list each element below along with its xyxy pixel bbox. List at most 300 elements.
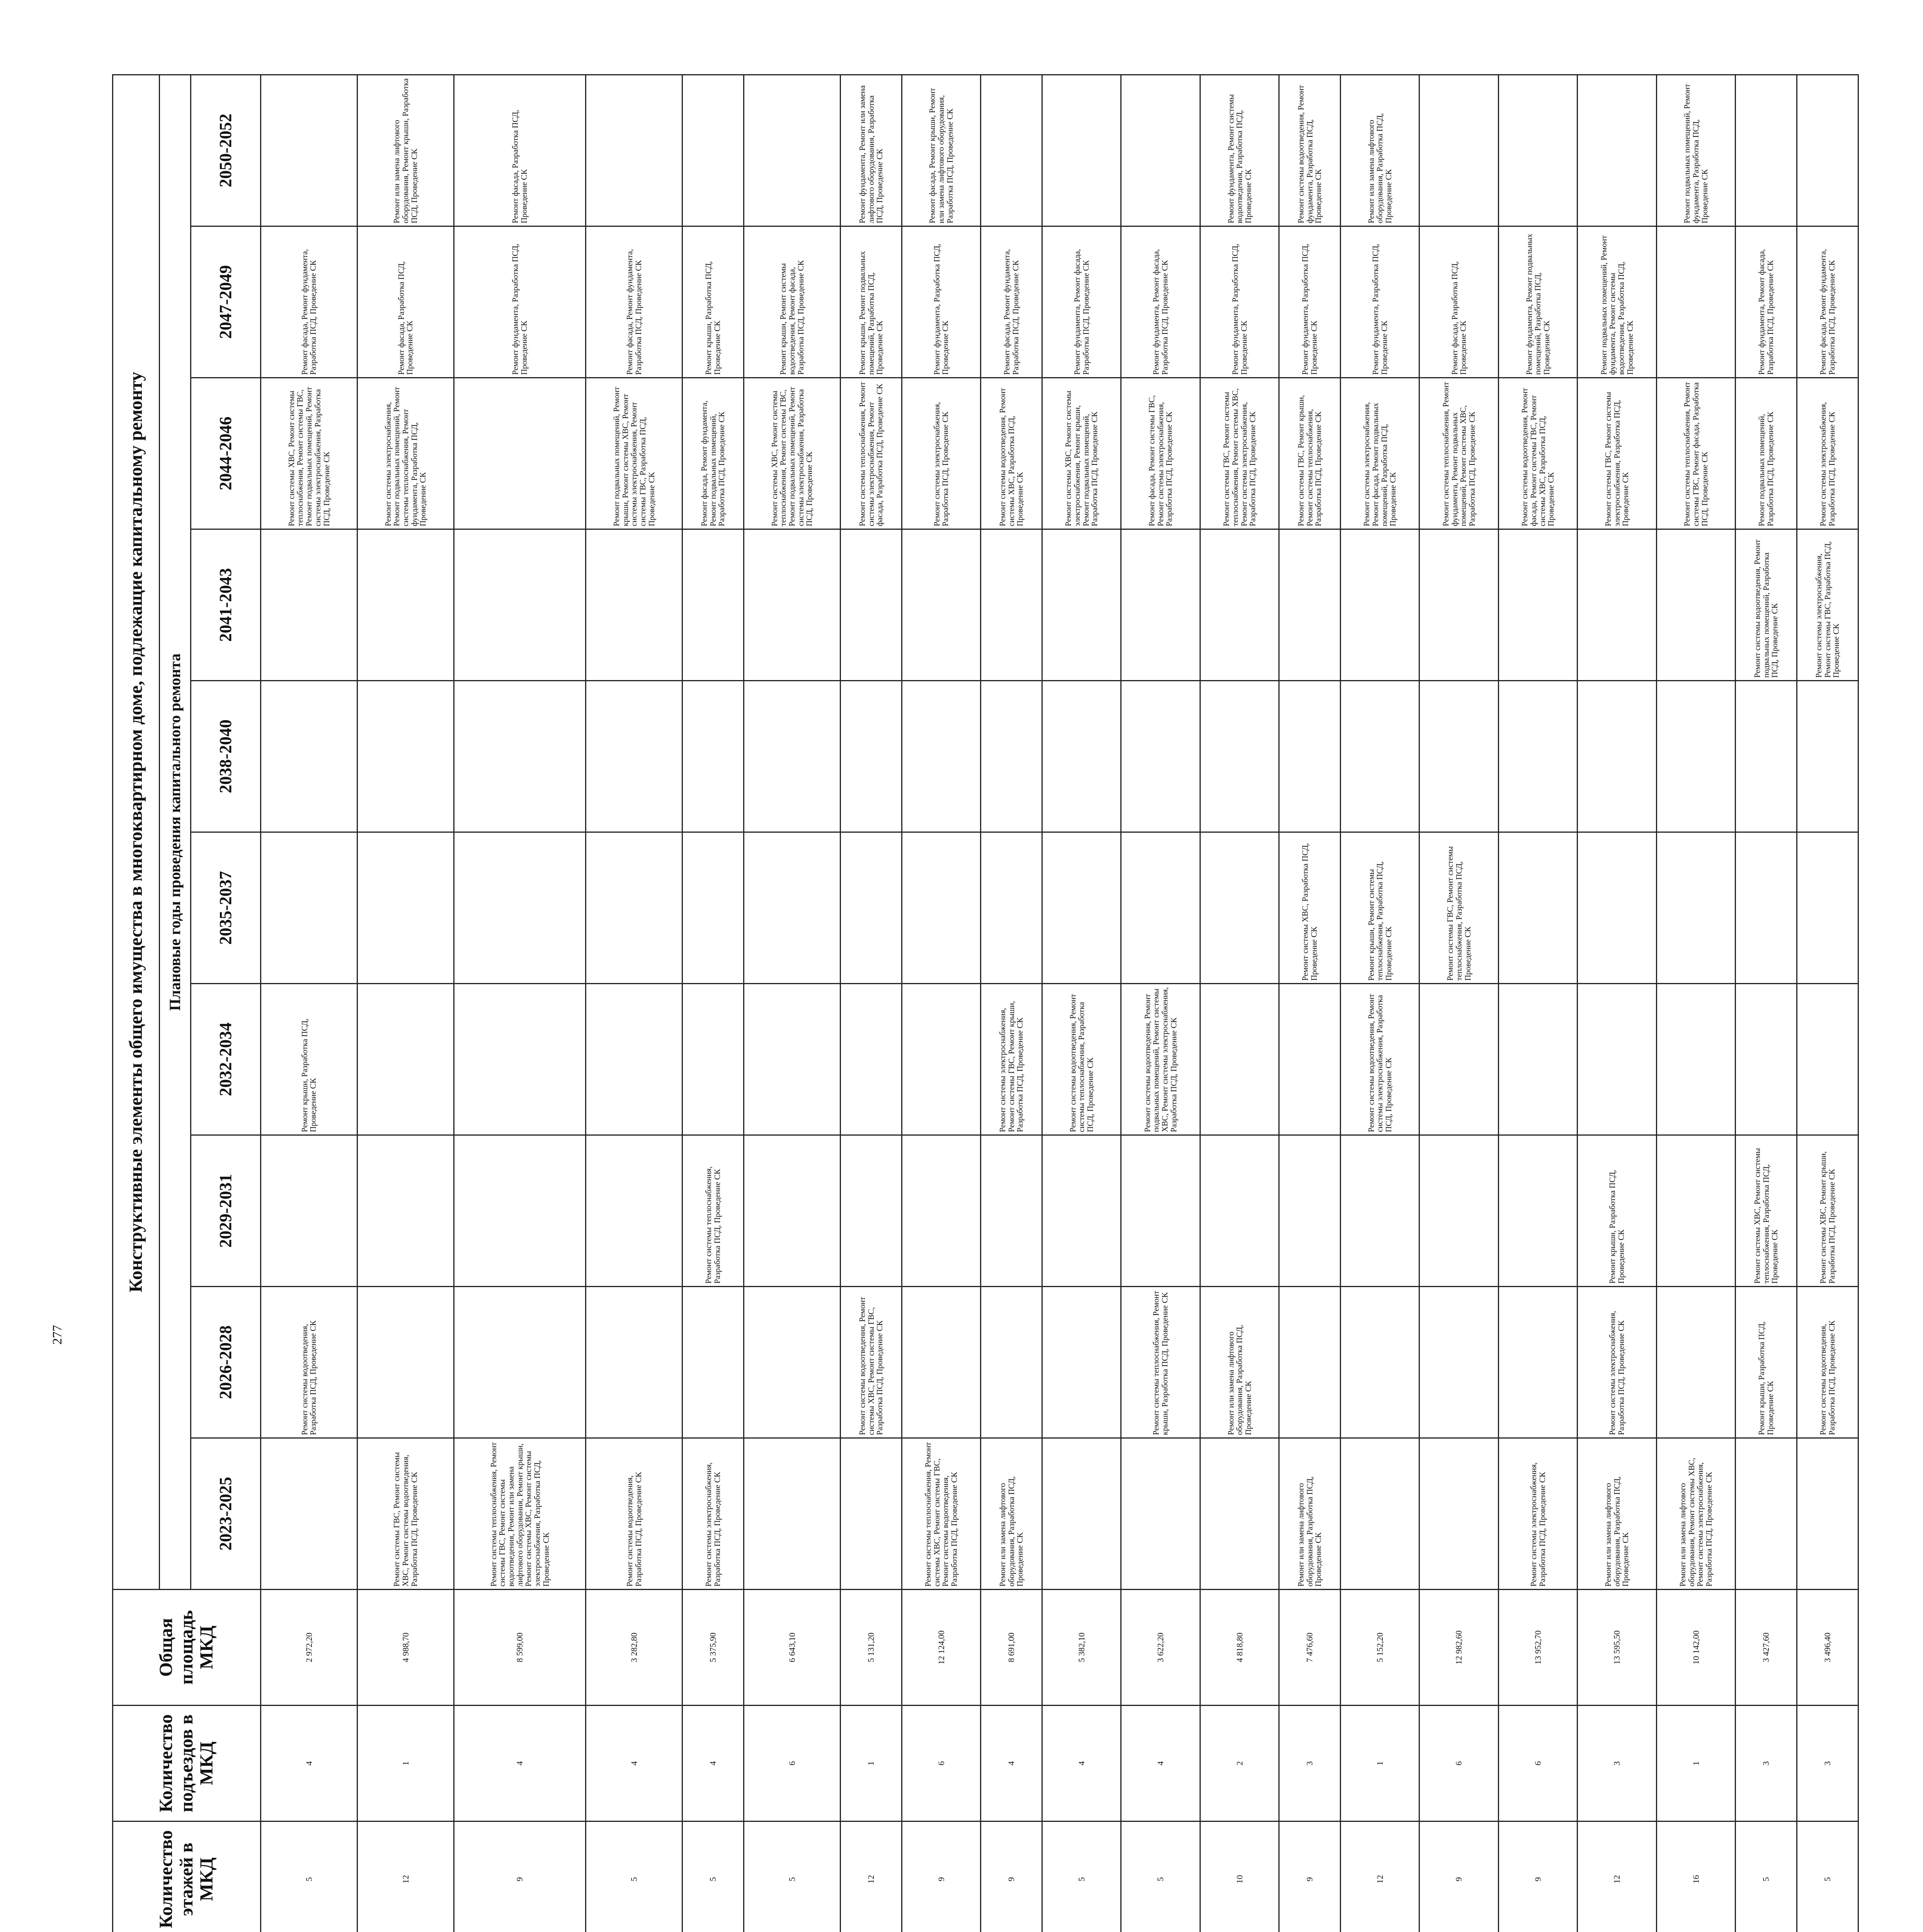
cell-repair-works bbox=[1341, 1287, 1419, 1438]
cell-repair-works: Ремонт системы теплоснабжения, Ремонт системы ГВС, Ремонт системы водоотведения, Ремонт или замена лифтового оборудования, Ремонт крыши, Ремонт системы ХВС, Ремонт системы электроснабжения, Разработка ПСД, Проведение СК bbox=[454, 1438, 585, 1590]
table-row bbox=[1200, 75, 1279, 1932]
cell-repair-works bbox=[261, 832, 357, 984]
cell-area: 4 988,70 bbox=[357, 1590, 454, 1706]
cell-repair-works bbox=[261, 75, 357, 226]
cell-entrances: 4 bbox=[1042, 1706, 1121, 1821]
cell-repair-works: Ремонт системы водоотведения, Ремонт фундамента, Разработка ПСД, Проведение СК bbox=[1279, 75, 1341, 226]
cell-repair-works bbox=[1498, 832, 1577, 984]
cell-repair-works bbox=[1419, 1438, 1498, 1590]
cell-repair-works bbox=[454, 984, 585, 1135]
cell-entrances: 4 bbox=[454, 1706, 585, 1821]
cell-repair-works bbox=[1200, 681, 1279, 832]
cell-repair-works bbox=[1419, 75, 1498, 226]
cell-repair-works bbox=[586, 832, 682, 984]
table-row bbox=[586, 75, 682, 1932]
cell-floors: 10 bbox=[1200, 1821, 1279, 1932]
cell-entrances: 6 bbox=[744, 1706, 840, 1821]
cell-floors: 5 bbox=[261, 1821, 357, 1932]
cell-repair-works bbox=[454, 1287, 585, 1438]
cell-floors: 12 bbox=[840, 1821, 902, 1932]
cell-repair-works bbox=[1498, 1135, 1577, 1287]
cell-area: 3 496,40 bbox=[1797, 1590, 1858, 1706]
cell-area: 6 643,10 bbox=[744, 1590, 840, 1706]
cell-repair-works bbox=[1200, 529, 1279, 681]
cell-entrances: 6 bbox=[1419, 1706, 1498, 1821]
cell-repair-works: Ремонт крыши, Разработка ПСД, Проведение СК bbox=[261, 984, 357, 1135]
cell-repair-works bbox=[1736, 75, 1797, 226]
cell-floors: 5 bbox=[586, 1821, 682, 1932]
cell-repair-works bbox=[1200, 984, 1279, 1135]
cell-repair-works bbox=[1200, 1135, 1279, 1287]
cell-entrances: 4 bbox=[586, 1706, 682, 1821]
cell-repair-works: Ремонт фасада, Ремонт фундамента, Разработка ПСД, Проведение СК bbox=[1797, 226, 1858, 378]
cell-area: 7 476,60 bbox=[1279, 1590, 1341, 1706]
cell-repair-works: Ремонт подвальных помещений, Ремонт крыши, Ремонт системы ХВС, Ремонт системы электроснабжения, Ремонт системы ГВС, Разработка ПСД, Проведение СК bbox=[586, 378, 682, 529]
header-entrances: Количество подъездов в МКД bbox=[113, 1706, 261, 1821]
cell-area: 5 382,10 bbox=[1042, 1590, 1121, 1706]
cell-repair-works: Ремонт или замена лифтового оборудования, Разработка ПСД, Проведение СК bbox=[1578, 1438, 1656, 1590]
cell-entrances: 6 bbox=[902, 1706, 980, 1821]
cell-repair-works bbox=[744, 832, 840, 984]
cell-repair-works bbox=[1797, 1438, 1858, 1590]
table-row bbox=[1498, 75, 1577, 1932]
cell-floors: 9 bbox=[902, 1821, 980, 1932]
cell-repair-works: Ремонт системы водоотведения, Ремонт фасада, Ремонт системы ГВС, Ремонт системы ХВС, Разработка ПСД, Проведение СК bbox=[1498, 378, 1577, 529]
header-period: 2041-2043 bbox=[191, 529, 261, 681]
cell-repair-works bbox=[1042, 832, 1121, 984]
cell-repair-works: Ремонт подвальных помещений, Разработка ПСД, Проведение СК bbox=[1736, 378, 1797, 529]
cell-repair-works: Ремонт фасада, Ремонт фундамента, Разработка ПСД, Проведение СК bbox=[261, 226, 357, 378]
cell-repair-works: Ремонт системы ХВС, Ремонт системы теплоснабжения, Разработка ПСД, Проведение СК bbox=[1736, 1135, 1797, 1287]
table-row bbox=[1656, 75, 1735, 1932]
table-row bbox=[1042, 75, 1121, 1932]
cell-repair-works bbox=[1341, 681, 1419, 832]
cell-repair-works: Ремонт системы электроснабжения, Разработка ПСД, Проведение СК bbox=[682, 1438, 744, 1590]
cell-repair-works bbox=[744, 1135, 840, 1287]
cell-repair-works: Ремонт системы электроснабжения, Разработка ПСД, Проведение СК bbox=[1578, 1287, 1656, 1438]
cell-repair-works bbox=[586, 681, 682, 832]
cell-repair-works: Ремонт системы ГВС, Ремонт системы ХВС, Ремонт системы водоотведения, Разработка ПСД, Проведение СК bbox=[357, 1438, 454, 1590]
cell-repair-works bbox=[1419, 1287, 1498, 1438]
cell-area: 13 595,50 bbox=[1578, 1590, 1656, 1706]
cell-repair-works bbox=[981, 75, 1042, 226]
cell-floors: 5 bbox=[1736, 1821, 1797, 1932]
cell-repair-works bbox=[902, 832, 980, 984]
cell-repair-works: Ремонт системы теплоснабжения, Ремонт фундамента, Ремонт подвальных помещений, Ремонт системы ХВС, Разработка ПСД, Проведение СК bbox=[1419, 378, 1498, 529]
table-row bbox=[981, 75, 1042, 1932]
cell-repair-works: Ремонт фундамента, Ремонт системы водоотведения, Разработка ПСД, Проведение СК bbox=[1200, 75, 1279, 226]
cell-floors: 5 bbox=[1797, 1821, 1858, 1932]
capital-repair-table bbox=[112, 74, 1859, 1932]
cell-repair-works bbox=[744, 1438, 840, 1590]
cell-repair-works: Ремонт системы водоотведения, Ремонт системы электроснабжения, Разработка ПСД, Проведение СК bbox=[1341, 984, 1419, 1135]
cell-repair-works bbox=[682, 75, 744, 226]
cell-repair-works bbox=[682, 529, 744, 681]
header-period: 2050-2052 bbox=[191, 75, 261, 226]
cell-repair-works: Ремонт фундамента, Ремонт фасада, Разработка ПСД, Проведение СК bbox=[1121, 226, 1200, 378]
cell-repair-works: Ремонт крыши, Разработка ПСД, Проведение СК bbox=[1736, 1287, 1797, 1438]
cell-area: 3 622,20 bbox=[1121, 1590, 1200, 1706]
cell-entrances: 3 bbox=[1797, 1706, 1858, 1821]
cell-repair-works: Ремонт системы электроснабжения, Ремонт подвальных помещений, Ремонт системы теплоснабжения, Ремонт фундамента, Разработка ПСД, Проведение СК bbox=[357, 378, 454, 529]
cell-repair-works bbox=[1279, 529, 1341, 681]
cell-entrances: 4 bbox=[981, 1706, 1042, 1821]
cell-repair-works bbox=[1419, 529, 1498, 681]
cell-repair-works: Ремонт системы водоотведения, Ремонт подвальных помещений, Разработка ПСД, Проведение СК bbox=[1736, 529, 1797, 681]
cell-repair-works bbox=[1736, 984, 1797, 1135]
cell-repair-works bbox=[902, 529, 980, 681]
cell-entrances: 4 bbox=[1121, 1706, 1200, 1821]
cell-floors: 12 bbox=[1341, 1821, 1419, 1932]
cell-repair-works: Ремонт фасада, Разработка ПСД, Проведение СК bbox=[1419, 226, 1498, 378]
cell-repair-works: Ремонт крыши, Ремонт системы теплоснабжения, Разработка ПСД, Проведение СК bbox=[1341, 832, 1419, 984]
header-period: 2029-2031 bbox=[191, 1135, 261, 1287]
cell-repair-works: Ремонт фундамента, Разработка ПСД, Проведение СК bbox=[454, 226, 585, 378]
cell-repair-works bbox=[1042, 75, 1121, 226]
cell-repair-works bbox=[586, 1287, 682, 1438]
cell-repair-works: Ремонт системы теплоснабжения, Ремонт крыши, Разработка ПСД, Проведение СК bbox=[1121, 1287, 1200, 1438]
cell-repair-works bbox=[1419, 984, 1498, 1135]
cell-floors: 16 bbox=[1656, 1821, 1735, 1932]
cell-area: 8 599,00 bbox=[454, 1590, 585, 1706]
cell-repair-works bbox=[1578, 75, 1656, 226]
cell-repair-works bbox=[682, 832, 744, 984]
cell-repair-works bbox=[902, 1135, 980, 1287]
cell-repair-works bbox=[261, 1135, 357, 1287]
table-row bbox=[357, 75, 454, 1932]
cell-repair-works bbox=[981, 832, 1042, 984]
cell-repair-works: Ремонт фундамента, Ремонт или замена лифтового оборудования, Разработка ПСД, Проведение СК bbox=[840, 75, 902, 226]
cell-repair-works bbox=[840, 1438, 902, 1590]
cell-repair-works: Ремонт системы водоотведения, Ремонт подвальных помещений, Ремонт системы ХВС, Ремонт системы электроснабжения, Разработка ПСД, Проведение СК bbox=[1121, 984, 1200, 1135]
table-row bbox=[1279, 75, 1341, 1932]
cell-area: 12 124,00 bbox=[902, 1590, 980, 1706]
cell-repair-works: Ремонт системы электроснабжения, Разработка ПСД, Проведение СК bbox=[1797, 378, 1858, 529]
header-area: Общая площадь МКД bbox=[113, 1590, 261, 1706]
cell-repair-works bbox=[902, 1287, 980, 1438]
cell-repair-works bbox=[1578, 529, 1656, 681]
table-row bbox=[682, 75, 744, 1932]
cell-repair-works: Ремонт системы ХВС, Ремонт системы теплоснабжения, Ремонт системы ГВС, Ремонт подвальных помещений, Ремонт системы электроснабжения, Разработка ПСД, Проведение СК bbox=[261, 378, 357, 529]
cell-repair-works bbox=[1200, 1438, 1279, 1590]
cell-repair-works: Ремонт или замена лифтового оборудования, Разработка ПСД, Проведение СК bbox=[981, 1438, 1042, 1590]
cell-repair-works: Ремонт фасада, Ремонт системы ГВС, Ремонт системы электроснабжения, Разработка ПСД, Проведение СК bbox=[1121, 378, 1200, 529]
cell-repair-works bbox=[1279, 1287, 1341, 1438]
cell-repair-works bbox=[1736, 681, 1797, 832]
cell-repair-works: Ремонт системы теплоснабжения, Разработка ПСД, Проведение СК bbox=[682, 1135, 744, 1287]
cell-repair-works bbox=[1279, 1135, 1341, 1287]
cell-repair-works bbox=[586, 75, 682, 226]
cell-repair-works bbox=[1121, 1438, 1200, 1590]
cell-repair-works: Ремонт системы ХВС, Разработка ПСД, Проведение СК bbox=[1279, 832, 1341, 984]
table-row bbox=[1797, 75, 1858, 1932]
cell-repair-works bbox=[1656, 1287, 1735, 1438]
cell-repair-works bbox=[1042, 1135, 1121, 1287]
cell-repair-works bbox=[1042, 681, 1121, 832]
cell-repair-works bbox=[586, 984, 682, 1135]
cell-repair-works bbox=[1656, 984, 1735, 1135]
cell-repair-works: Ремонт фасада, Ремонт фундамента, Разработка ПСД, Проведение СК bbox=[981, 226, 1042, 378]
cell-repair-works: Ремонт системы водоотведения, Разработка ПСД, Проведение СК bbox=[586, 1438, 682, 1590]
cell-repair-works bbox=[357, 529, 454, 681]
cell-floors: 9 bbox=[454, 1821, 585, 1932]
cell-repair-works bbox=[981, 529, 1042, 681]
capital-repair-table-sheet bbox=[112, 75, 1859, 1932]
cell-repair-works bbox=[682, 984, 744, 1135]
cell-repair-works: Ремонт фасада, Ремонт крыши, Ремонт или замена лифтового оборудования, Разработка ПСД, Проведение СК bbox=[902, 75, 980, 226]
cell-floors: 9 bbox=[1419, 1821, 1498, 1932]
header-period: 2038-2040 bbox=[191, 681, 261, 832]
cell-repair-works bbox=[902, 681, 980, 832]
cell-repair-works: Ремонт системы теплоснабжения, Ремонт системы ХВС, Ремонт системы ГВС, Ремонт системы водоотведения, Разработка ПСД, Проведение СК bbox=[902, 1438, 980, 1590]
cell-repair-works bbox=[840, 984, 902, 1135]
cell-entrances: 1 bbox=[1656, 1706, 1735, 1821]
cell-repair-works: Ремонт крыши, Ремонт системы водоотведения, Ремонт фасада, Разработка ПСД, Проведение СК bbox=[744, 226, 840, 378]
cell-repair-works: Ремонт подвальных помещений, Ремонт фундамента, Разработка ПСД, Проведение СК bbox=[1656, 75, 1735, 226]
cell-repair-works bbox=[1341, 1438, 1419, 1590]
cell-area: 13 952,70 bbox=[1498, 1590, 1577, 1706]
table-row bbox=[1578, 75, 1656, 1932]
cell-area: 12 982,60 bbox=[1419, 1590, 1498, 1706]
cell-repair-works bbox=[1121, 529, 1200, 681]
cell-repair-works: Ремонт подвальных помещений, Ремонт фундамента, Ремонт системы водоотведения, Разработка ПСД, Проведение СК bbox=[1578, 226, 1656, 378]
table-row bbox=[1736, 75, 1797, 1932]
cell-repair-works bbox=[1279, 984, 1341, 1135]
cell-repair-works bbox=[1498, 681, 1577, 832]
cell-repair-works bbox=[1279, 681, 1341, 832]
cell-area: 8 691,00 bbox=[981, 1590, 1042, 1706]
cell-repair-works bbox=[1656, 681, 1735, 832]
cell-repair-works bbox=[454, 832, 585, 984]
cell-repair-works bbox=[357, 1135, 454, 1287]
cell-repair-works bbox=[981, 1135, 1042, 1287]
cell-repair-works: Ремонт системы водоотведения, Ремонт системы теплоснабжения, Разработка ПСД, Проведение СК bbox=[1042, 984, 1121, 1135]
cell-entrances: 3 bbox=[1279, 1706, 1341, 1821]
cell-repair-works: Ремонт системы электроснабжения, Ремонт системы ГВС, Разработка ПСД, Проведение СК bbox=[1797, 529, 1858, 681]
table-body bbox=[261, 75, 1858, 1932]
table-row bbox=[1419, 75, 1498, 1932]
cell-repair-works bbox=[586, 529, 682, 681]
cell-repair-works: Ремонт фасада, Разработка ПСД, Проведение СК bbox=[454, 75, 585, 226]
cell-repair-works: Ремонт фундамента, Разработка ПСД, Проведение СК bbox=[1279, 226, 1341, 378]
cell-repair-works bbox=[1341, 1135, 1419, 1287]
cell-area: 4 818,80 bbox=[1200, 1590, 1279, 1706]
cell-floors: 5 bbox=[1042, 1821, 1121, 1932]
cell-repair-works: Ремонт или замена лифтового оборудования, Ремонт системы ХВС, Ремонт системы электроснабжения, Разработка ПСД, Проведение СК bbox=[1656, 1438, 1735, 1590]
table-row bbox=[1341, 75, 1419, 1932]
cell-repair-works: Ремонт крыши, Разработка ПСД, Проведение СК bbox=[1578, 1135, 1656, 1287]
cell-repair-works: Ремонт крыши, Разработка ПСД, Проведение СК bbox=[682, 226, 744, 378]
table-row bbox=[454, 75, 585, 1932]
cell-repair-works: Ремонт системы ГВС, Ремонт системы теплоснабжения, Разработка ПСД, Проведение СК bbox=[1419, 832, 1498, 984]
table-header bbox=[113, 75, 261, 1932]
cell-repair-works bbox=[1578, 832, 1656, 984]
header-floors: Количество этажей в МКД bbox=[113, 1821, 261, 1932]
cell-floors: 12 bbox=[357, 1821, 454, 1932]
header-period: 2026-2028 bbox=[191, 1287, 261, 1438]
cell-repair-works bbox=[981, 681, 1042, 832]
cell-repair-works: Ремонт системы водоотведения, Ремонт системы ХВС, Разработка ПСД, Проведение СК bbox=[981, 378, 1042, 529]
cell-entrances: 6 bbox=[1498, 1706, 1577, 1821]
cell-repair-works: Ремонт фасада, Ремонт фундамента, Разработка ПСД, Проведение СК bbox=[586, 226, 682, 378]
cell-repair-works: Ремонт фундамента, Разработка ПСД, Проведение СК bbox=[1341, 226, 1419, 378]
cell-entrances: 2 bbox=[1200, 1706, 1279, 1821]
cell-floors: 5 bbox=[744, 1821, 840, 1932]
cell-floors: 5 bbox=[682, 1821, 744, 1932]
cell-repair-works: Ремонт или замена лифтового оборудования, Разработка ПСД, Проведение СК bbox=[1341, 75, 1419, 226]
cell-entrances: 1 bbox=[840, 1706, 902, 1821]
cell-repair-works bbox=[1121, 1135, 1200, 1287]
cell-repair-works bbox=[1736, 832, 1797, 984]
cell-floors: 9 bbox=[1498, 1821, 1577, 1932]
cell-repair-works: Ремонт или замена лифтового оборудования, Разработка ПСД, Проведение СК bbox=[1200, 1287, 1279, 1438]
table-row bbox=[1121, 75, 1200, 1932]
cell-repair-works bbox=[1797, 681, 1858, 832]
cell-floors: 9 bbox=[1279, 1821, 1341, 1932]
cell-repair-works: Ремонт системы теплоснабжения, Ремонт системы электроснабжения, Ремонт фасада, Разработка ПСД, Проведение СК bbox=[840, 378, 902, 529]
cell-area: 2 972,20 bbox=[261, 1590, 357, 1706]
cell-repair-works bbox=[454, 378, 585, 529]
cell-repair-works bbox=[261, 1438, 357, 1590]
cell-repair-works: Ремонт системы ГВС, Ремонт крыши, Ремонт системы теплоснабжения, Разработка ПСД, Проведение СК bbox=[1279, 378, 1341, 529]
cell-repair-works bbox=[357, 832, 454, 984]
cell-repair-works bbox=[1498, 75, 1577, 226]
cell-repair-works bbox=[586, 1135, 682, 1287]
cell-repair-works bbox=[840, 681, 902, 832]
cell-repair-works bbox=[357, 984, 454, 1135]
cell-entrances: 1 bbox=[1341, 1706, 1419, 1821]
cell-repair-works: Ремонт или замена лифтового оборудования, Ремонт крыши, Разработка ПСД, Проведение СК bbox=[357, 75, 454, 226]
cell-repair-works bbox=[357, 1287, 454, 1438]
cell-repair-works bbox=[840, 1135, 902, 1287]
cell-repair-works bbox=[1419, 1135, 1498, 1287]
cell-repair-works bbox=[454, 1135, 585, 1287]
cell-repair-works bbox=[1736, 1438, 1797, 1590]
cell-entrances: 3 bbox=[1736, 1706, 1797, 1821]
cell-repair-works bbox=[744, 75, 840, 226]
cell-repair-works: Ремонт или замена лифтового оборудования, Разработка ПСД, Проведение СК bbox=[1279, 1438, 1341, 1590]
cell-repair-works: Ремонт системы ГВС, Ремонт системы теплоснабжения, Ремонт системы ХВС, Ремонт системы электроснабжения, Разработка ПСД, Проведение СК bbox=[1200, 378, 1279, 529]
cell-repair-works: Ремонт системы электроснабжения, Разработка ПСД, Проведение СК bbox=[1498, 1438, 1577, 1590]
cell-repair-works: Ремонт системы электроснабжения, Разработка ПСД, Проведение СК bbox=[902, 378, 980, 529]
cell-area: 3 282,80 bbox=[586, 1590, 682, 1706]
cell-repair-works bbox=[1656, 226, 1735, 378]
cell-repair-works: Ремонт фасада, Ремонт фундамента, Ремонт подвальных помещений, Разработка ПСД, Проведение СК bbox=[682, 378, 744, 529]
header-period: 2035-2037 bbox=[191, 832, 261, 984]
cell-repair-works bbox=[744, 1287, 840, 1438]
cell-entrances: 4 bbox=[261, 1706, 357, 1821]
cell-repair-works: Ремонт системы ХВС, Ремонт системы теплоснабжения, Ремонт системы ГВС, Ремонт подвальных помещений, Ремонт системы электроснабжения, Разработка ПСД, Проведение СК bbox=[744, 378, 840, 529]
cell-repair-works bbox=[261, 529, 357, 681]
cell-entrances: 1 bbox=[357, 1706, 454, 1821]
cell-repair-works bbox=[261, 681, 357, 832]
cell-repair-works bbox=[981, 1287, 1042, 1438]
cell-repair-works: Ремонт системы ХВС, Ремонт системы электроснабжения, Ремонт крыши, Ремонт подвальных помещений, Разработка ПСД, Проведение СК bbox=[1042, 378, 1121, 529]
cell-repair-works bbox=[1042, 1287, 1121, 1438]
cell-repair-works: Ремонт фасада, Разработка ПСД, Проведение СК bbox=[357, 226, 454, 378]
cell-repair-works bbox=[1578, 681, 1656, 832]
header-period: 2023-2025 bbox=[191, 1438, 261, 1590]
cell-floors: 9 bbox=[981, 1821, 1042, 1932]
cell-repair-works bbox=[902, 984, 980, 1135]
table-row bbox=[261, 75, 357, 1932]
cell-repair-works: Ремонт фундамента, Ремонт фасада, Разработка ПСД, Проведение СК bbox=[1736, 226, 1797, 378]
table-row bbox=[840, 75, 902, 1932]
cell-repair-works bbox=[1656, 1135, 1735, 1287]
cell-floors: 12 bbox=[1578, 1821, 1656, 1932]
cell-repair-works: Ремонт фундамента, Разработка ПСД, Проведение СК bbox=[1200, 226, 1279, 378]
cell-repair-works: Ремонт системы ГВС, Ремонт системы электроснабжения, Разработка ПСД, Проведение СК bbox=[1578, 378, 1656, 529]
table-row bbox=[902, 75, 980, 1932]
cell-repair-works bbox=[1341, 529, 1419, 681]
cell-repair-works bbox=[454, 681, 585, 832]
header-period: 2032-2034 bbox=[191, 984, 261, 1135]
header-period: 2044-2046 bbox=[191, 378, 261, 529]
cell-repair-works bbox=[1498, 984, 1577, 1135]
cell-repair-works: Ремонт системы водоотведения, Разработка ПСД, Проведение СК bbox=[261, 1287, 357, 1438]
cell-repair-works bbox=[744, 984, 840, 1135]
cell-repair-works bbox=[1578, 984, 1656, 1135]
cell-repair-works bbox=[1121, 832, 1200, 984]
cell-area: 10 142,00 bbox=[1656, 1590, 1735, 1706]
cell-repair-works: Ремонт фундамента, Разработка ПСД, Проведение СК bbox=[902, 226, 980, 378]
table-row bbox=[744, 75, 840, 1932]
cell-repair-works: Ремонт фундамента, Ремонт подвальных помещений, Разработка ПСД, Проведение СК bbox=[1498, 226, 1577, 378]
cell-repair-works: Ремонт системы электроснабжения, Ремонт фасада, Ремонт подвальных помещений, Разработка ПСД, Проведение СК bbox=[1341, 378, 1419, 529]
header-group-title: Конструктивные элементы общего имущества в многоквартирном доме, подлежащие капитальному ремонту bbox=[113, 75, 160, 1589]
cell-repair-works bbox=[1498, 529, 1577, 681]
cell-entrances: 4 bbox=[682, 1706, 744, 1821]
cell-entrances: 3 bbox=[1578, 1706, 1656, 1821]
cell-repair-works: Ремонт системы теплоснабжения, Ремонт системы ГВС, Ремонт фасада, Разработка ПСД, Проведение СК bbox=[1656, 378, 1735, 529]
cell-repair-works bbox=[744, 681, 840, 832]
cell-repair-works bbox=[840, 832, 902, 984]
cell-repair-works bbox=[1797, 832, 1858, 984]
cell-repair-works: Ремонт крыши, Ремонт подвальных помещений, Разработка ПСД, Проведение СК bbox=[840, 226, 902, 378]
cell-repair-works: Ремонт системы водоотведения, Ремонт системы ХВС, Ремонт системы ГВС, Разработка ПСД, Проведение СК bbox=[840, 1287, 902, 1438]
cell-area: 3 427,60 bbox=[1736, 1590, 1797, 1706]
cell-repair-works: Ремонт фундамента, Ремонт фасада, Разработка ПСД, Проведение СК bbox=[1042, 226, 1121, 378]
cell-repair-works bbox=[840, 529, 902, 681]
cell-repair-works: Ремонт системы ХВС, Ремонт крыши, Разработка ПСД, Проведение СК bbox=[1797, 1135, 1858, 1287]
cell-repair-works bbox=[744, 529, 840, 681]
cell-repair-works bbox=[682, 681, 744, 832]
cell-repair-works bbox=[1656, 529, 1735, 681]
cell-repair-works bbox=[1797, 75, 1858, 226]
cell-area: 5 375,90 bbox=[682, 1590, 744, 1706]
cell-repair-works bbox=[1121, 681, 1200, 832]
cell-repair-works bbox=[1042, 529, 1121, 681]
cell-repair-works: Ремонт системы электроснабжения, Ремонт системы ГВС, Ремонт крыши, Разработка ПСД, Проведение СК bbox=[981, 984, 1042, 1135]
cell-repair-works bbox=[682, 1287, 744, 1438]
cell-area: 5 152,20 bbox=[1341, 1590, 1419, 1706]
cell-area: 5 131,20 bbox=[840, 1590, 902, 1706]
page-number: 277 bbox=[50, 1325, 65, 1345]
cell-repair-works bbox=[1797, 984, 1858, 1135]
cell-repair-works bbox=[1656, 832, 1735, 984]
header-subgroup-title: Плановые годы проведения капитального ремонта bbox=[160, 75, 191, 1589]
cell-repair-works bbox=[1200, 832, 1279, 984]
cell-repair-works bbox=[1498, 1287, 1577, 1438]
cell-repair-works bbox=[1121, 75, 1200, 226]
cell-repair-works bbox=[1419, 681, 1498, 832]
cell-repair-works bbox=[454, 529, 585, 681]
cell-repair-works bbox=[357, 681, 454, 832]
header-period: 2047-2049 bbox=[191, 226, 261, 378]
cell-floors: 5 bbox=[1121, 1821, 1200, 1932]
cell-repair-works bbox=[1042, 1438, 1121, 1590]
cell-repair-works: Ремонт системы водоотведения, Разработка ПСД, Проведение СК bbox=[1797, 1287, 1858, 1438]
